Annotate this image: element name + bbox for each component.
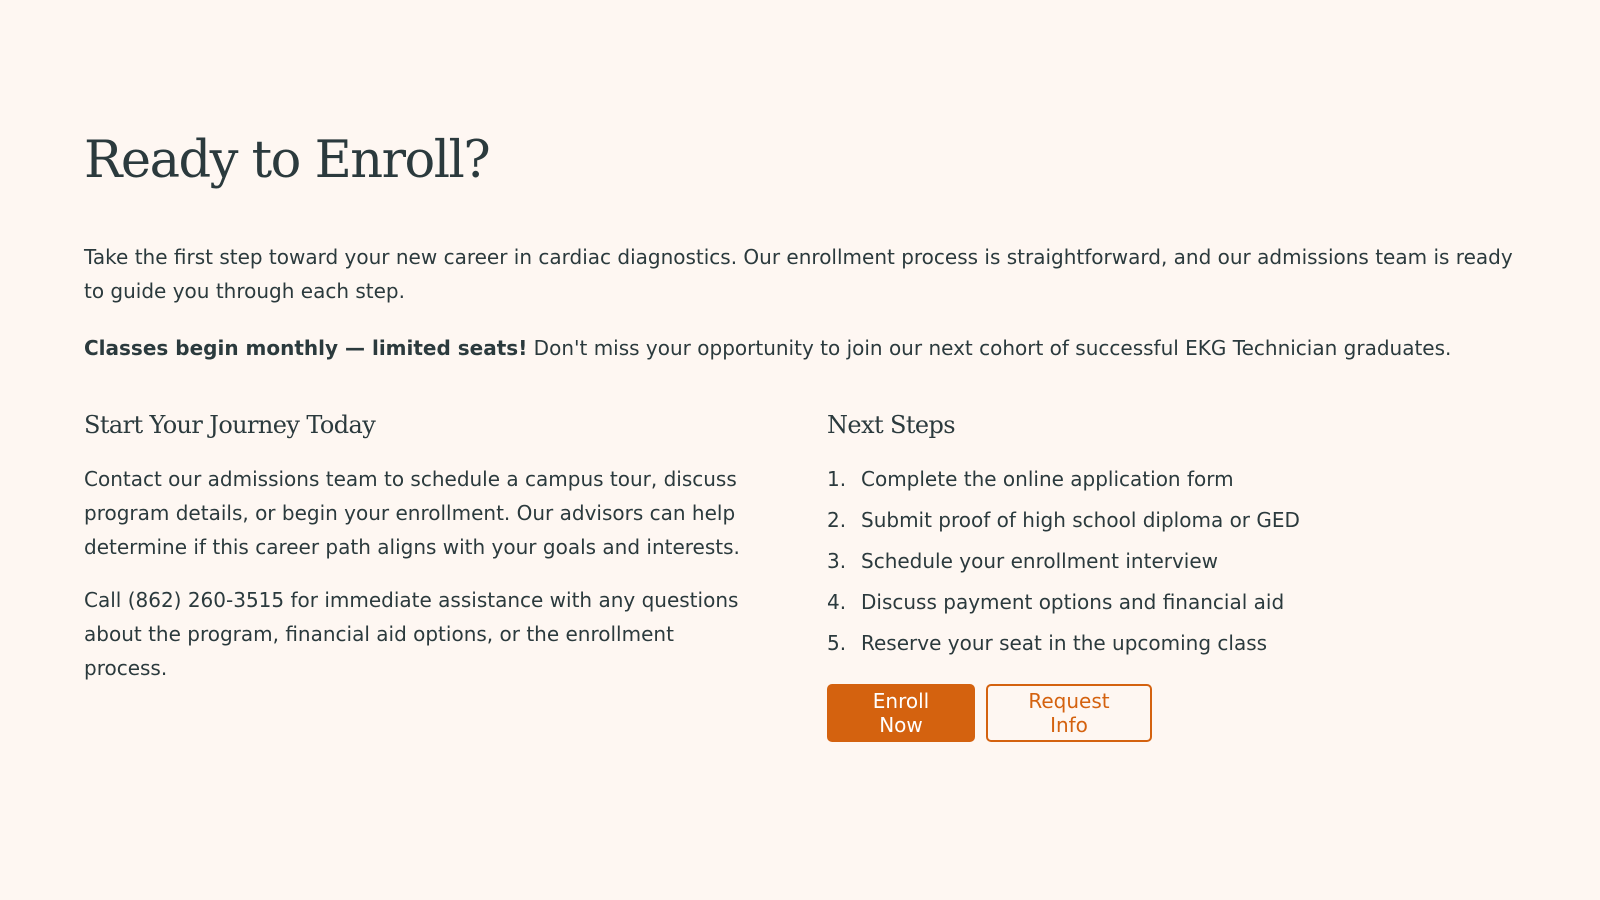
next-steps-heading: Next Steps bbox=[827, 411, 955, 439]
step-text: Submit proof of high school diploma or GED bbox=[861, 508, 1300, 532]
notice-highlight: Classes begin monthly — limited seats! bbox=[84, 336, 528, 360]
action-buttons bbox=[827, 684, 1507, 742]
intro-paragraph: Take the first step toward your new career in cardiac diagnostics. Our enrollment process is straightforward, and our admissions team is ready to guide you through each step. bbox=[84, 245, 1513, 303]
list-item bbox=[827, 585, 1507, 619]
list-item bbox=[827, 544, 1507, 578]
step-text: Schedule your enrollment interview bbox=[861, 549, 1219, 573]
step-number: 1. bbox=[827, 467, 847, 491]
enroll-now-button[interactable]: Enroll Now bbox=[827, 684, 975, 742]
step-text: Discuss payment options and financial aid bbox=[861, 590, 1285, 614]
list-item bbox=[827, 626, 1507, 660]
page-title: Ready to Enroll? bbox=[84, 131, 490, 190]
next-steps-column bbox=[827, 408, 1507, 742]
step-number: 4. bbox=[827, 590, 847, 614]
step-number: 5. bbox=[827, 631, 847, 655]
list-item bbox=[827, 462, 1507, 496]
step-text: Complete the online application form bbox=[861, 467, 1234, 491]
contact-paragraph: Call (862) 260-3515 for immediate assistance with any questions about the program, financial aid options, or the enrollment process. bbox=[84, 588, 739, 680]
journey-paragraph: Contact our admissions team to schedule a campus tour, discuss program details, or begin your enrollment. Our advisors can help determine if this career path aligns with your goals and interests. bbox=[84, 467, 740, 559]
step-number: 3. bbox=[827, 549, 847, 573]
list-item bbox=[827, 503, 1507, 537]
enrollment-notice bbox=[84, 331, 1524, 365]
journey-column bbox=[84, 408, 756, 704]
request-info-button[interactable]: Request Info bbox=[986, 684, 1152, 742]
step-number: 2. bbox=[827, 508, 847, 532]
next-steps-list bbox=[827, 462, 1507, 660]
step-text: Reserve your seat in the upcoming class bbox=[861, 631, 1268, 655]
journey-heading: Start Your Journey Today bbox=[84, 411, 376, 439]
notice-text: Don't miss your opportunity to join our next cohort of successful EKG Technician graduates. bbox=[527, 336, 1452, 360]
